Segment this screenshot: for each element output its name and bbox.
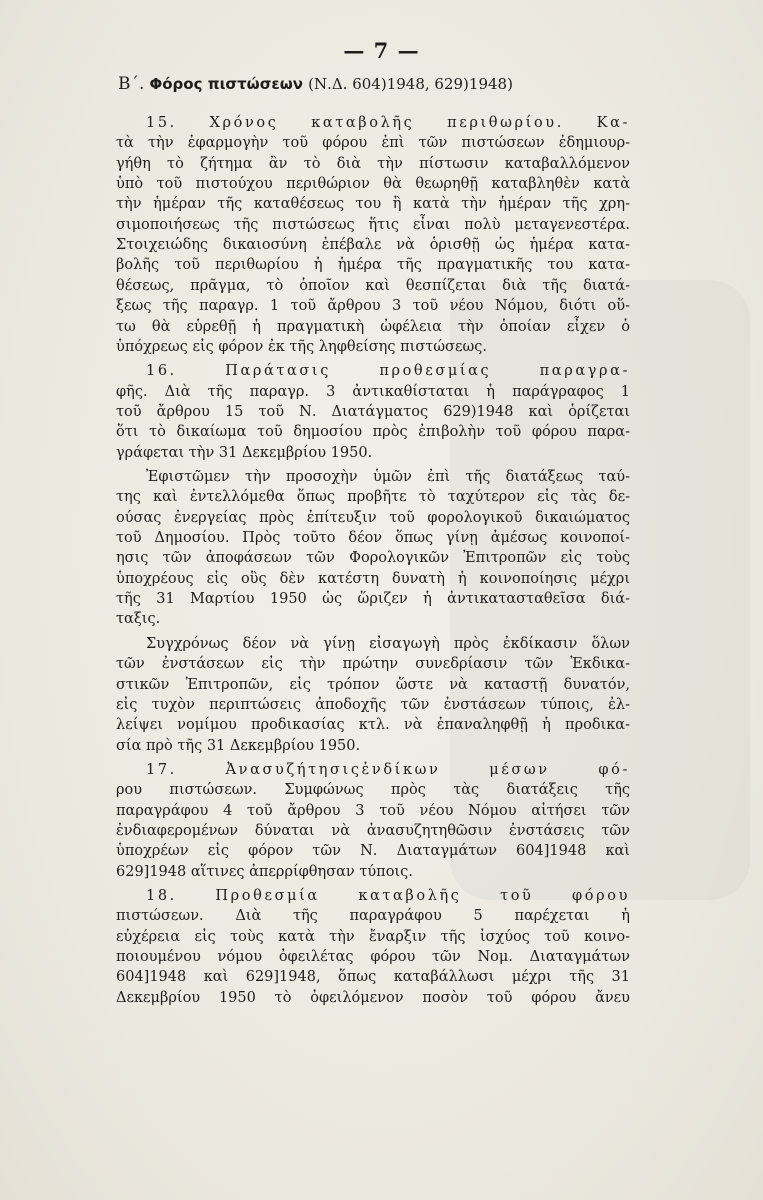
text-line: ὑπόχρεως εἰς φόρον ἐκ τῆς ληφθείσης πιστώσεως. [116, 338, 488, 355]
text-line: ἐνδιαφερομένων δύναται νὰ ἀνασυζητηθῶσιν ἐνστάσεις τῶν [116, 822, 630, 839]
text-line: τῆς 31 Μαρτίου 1950 ὡς ὥριζεν ἡ ἀντικατασταθεῖσα διά- [116, 591, 630, 608]
section-letter: Β΄. [118, 74, 145, 94]
text-line: τὰ τὴν ἐφαρμογὴν τοῦ φόρου ἐπὶ τῶν πιστώσεων ἐδημιουρ- [116, 135, 630, 152]
text-line: πιστώσεων. Διὰ τῆς παραγράφου 5 παρέχεται ἡ [116, 908, 630, 925]
text-line: εἰς τυχὸν περιπτώσεις ἀποδοχῆς τῶν ἐνστάσεων τύποις, ἐλ- [116, 696, 630, 713]
text-line: γράφεται τὴν 31 Δεκεμβρίου 1950. [116, 444, 373, 461]
text-line: ησις τῶν ἀποφάσεων τῶν Φορολογικῶν Ἐπιτροπῶν εἰς τοὺς [116, 550, 630, 567]
text-line: ρου πιστώσεων. Συμφώνως πρὸς τὰς διατάξεις τῆς [116, 782, 630, 799]
text-line: τοῦ ἄρθρου 15 τοῦ Ν. Διατάγματος 629)1948 καὶ ὁρίζεται [116, 403, 630, 420]
text-line: 17. Ἀνασυζήτησιςἐνδίκων μέσων φό- [146, 761, 630, 778]
text-line: λείψει νομίμου προδικασίας κτλ. νὰ ἐπαναληφθῇ ἡ προδικα- [116, 717, 630, 734]
text-line: 16. Παράτασις προθεσμίας παραγρα- [146, 363, 630, 380]
text-line: 604]1948 καὶ 629]1948, ὅπως καταβάλλωσι μέχρι τῆς 31 [116, 969, 630, 986]
text-line: Στοιχειώδης δικαιοσύνη ἐπέβαλε νὰ ὁρισθῇ ὡς ἡμέρα κατα- [116, 237, 630, 254]
text-line: θέσεως, πρᾶγμα, τὸ ὁποῖον καὶ θεσπίζεται διὰ τῆς διατά- [116, 277, 630, 294]
text-line: ὑποχρέων εἰς φόρον τῶν Ν. Διαταγμάτων 604]1948 καὶ [116, 843, 630, 860]
text-line: τὴν ἡμέραν τῆς καταθέσεως του ἢ κατὰ τὴν ἡμέραν τῆς χρη- [116, 196, 630, 213]
text-line: σία πρὸ τῆς 31 Δεκεμβρίου 1950. [116, 737, 361, 754]
text-line: 15. Χρόνος καταβολῆς περιθωρίου. Κα- [146, 115, 630, 131]
text-line: ὑπὸ τοῦ πιστούχου περιθώριον θὰ θεωρηθῇ καταβληθὲν κατὰ [116, 176, 630, 192]
text-line: σιμοποιήσεως τῆς πιστώσεως ἥτις εἶναι πολὺ μεταγενεστέρα. [116, 216, 630, 233]
text-line: εὐχέρεια εἰς τοὺς κατὰ τὴν ἔναρξιν τῆς ἰσχύος τοῦ κοινο- [116, 928, 630, 945]
text-line: παραγράφου 4 τοῦ ἄρθρου 3 τοῦ νέου Νόμου αἰτήσει τῶν [116, 802, 630, 819]
text-line: 18. Προθεσμία καταβολῆς τοῦ φόρου [146, 888, 630, 904]
text-line: τω θὰ εὑρεθῇ ἡ πραγματικὴ ὠφέλεια τὴν ὁποίαν εἶχεν ὁ [116, 318, 630, 335]
page-number: — 7 — [343, 38, 420, 63]
text-line: βολῆς τοῦ περιθωρίου ἡ ἡμέρα τῆς πραγματικῆς του κατα- [116, 257, 630, 274]
text-line: ταξις. [116, 611, 161, 628]
text-line: της καὶ ἐντελλόμεθα ὅπως προβῆτε τὸ ταχύτερον εἰς τὰς δε- [116, 489, 630, 506]
text-line: Δεκεμβρίου 1950 τὸ ὀφειλόμενον ποσὸν τοῦ φόρου ἄνευ [116, 989, 630, 1006]
text-line: 629]1948 αἵτινες ἀπερρίφθησαν τύποις. [116, 863, 413, 880]
text-line: τοῦ Δημοσίου. Πρὸς τοῦτο δέον ὅπως γίνῃ ἀμέσως κοινοποί- [116, 530, 630, 546]
text-line: ὅτι τὸ δικαίωμα τοῦ δημοσίου πρὸς ἐπιβολὴν τοῦ φόρου παρα- [116, 424, 630, 441]
section-heading [118, 74, 658, 94]
text-line: φῆς. Διὰ τῆς παραγρ. 3 ἀντικαθίσταται ἡ παράγραφος 1 [116, 383, 630, 400]
text-line: ὑποχρέους εἰς οὓς δὲν κατέστη δυνατὴ ἡ κοινοποίησις μέχρι [116, 570, 630, 587]
section-reference: (Ν.Δ. 604)1948, 629)1948) [308, 75, 513, 93]
text-line: Ἐφιστῶμεν τὴν προσοχὴν ὑμῶν ἐπὶ τῆς διατάξεως ταύ- [146, 469, 630, 485]
text-line: ποιουμένου νόμου ὀφειλέτας φόρου τῶν Νομ. Διαταγμάτων [116, 949, 630, 965]
text-line: ούσας ἐνεργείας πρὸς ἐπίτευξιν τοῦ φορολογικοῦ δικαιώματος [116, 509, 630, 526]
text-line: ξεως τῆς παραγρ. 1 τοῦ ἄρθρου 3 τοῦ νέου Νόμου, διότι οὕ- [116, 298, 630, 315]
text-line: γήθη τὸ ζήτημα ἂν τὸ διὰ τὴν πίστωσιν καταβαλλόμενον [116, 155, 630, 172]
text-line: Συγχρόνως δέον νὰ γίνῃ εἰσαγωγὴ πρὸς ἐκδίκασιν ὅλων [146, 635, 630, 652]
text-line: τῶν ἐνστάσεων εἰς τὴν πρώτην συνεδρίασιν τῶν Ἐκδικα- [116, 656, 630, 673]
section-title: Φόρος πιστώσεων [149, 75, 304, 93]
text-line: στικῶν Ἐπιτροπῶν, εἰς τρόπον ὥστε νὰ καταστῇ δυνατόν, [116, 676, 630, 693]
